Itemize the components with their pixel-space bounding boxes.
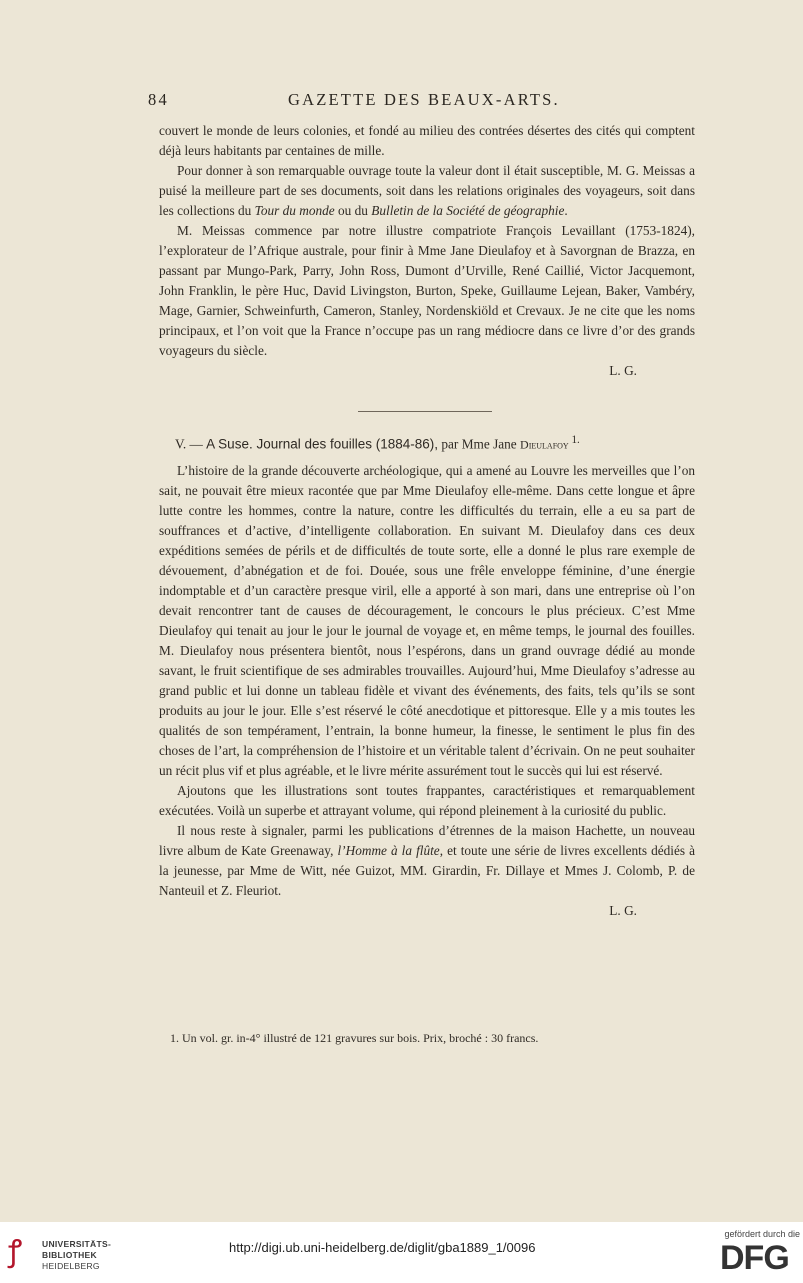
review-2-signature: L. G. (609, 903, 637, 918)
library-emblem-icon: ꝭ (8, 1234, 23, 1269)
permalink-url[interactable]: http://digi.ub.uni-heidelberg.de/diglit/gba1889_1/0096 (229, 1240, 536, 1255)
review-1-signature: L. G. (609, 363, 637, 378)
section-divider (358, 411, 492, 412)
review-2-paragraph-3: Il nous reste à signaler, parmi les publications d’étrennes de la maison Hachette, un nouveau livre album de Kate Greenaway, l’Homme à la flûte, et toute une série de livres excellents dédiés à la jeunesse, par Mme de Witt, née Guizot, MM. Girardin, Fr. Dillaye et Mmes J. Colomb, P. de Nanteuil et Z. Fleuriot. (159, 823, 696, 898)
cited-title-tour-du-monde: Tour du monde (254, 203, 335, 218)
journal-title: GAZETTE DES BEAUX-ARTS. (288, 90, 560, 109)
review-1-paragraph-2: Pour donner à son remarquable ouvrage toute la valeur dont il était susceptible, M. G. Meissas a puisé la meilleure part de ses documents, soit dans les relations originales des voyageurs, soit dans les collections du Tour du monde ou du Bulletin de la Société de géographie. (159, 163, 695, 218)
review-2-paragraph-2: Ajoutons que les illustrations sont toutes frappantes, caractéristiques et remarquablement exécutées. Voilà un superbe et attrayant volume, qui répond pleinement à la curiosité du public. (159, 783, 695, 818)
review-1-body (159, 121, 695, 381)
review-2-heading: V. — A Suse. Journal des fouilles (1884-86), par Mme Jane Dieulafoy $^{1.}$ (175, 434, 580, 452)
cited-title-bulletin: Bulletin de la Société de géographie (371, 203, 565, 218)
review-1-paragraph-1: couvert le monde de leurs colonies, et fondé au milieu des contrées désertes des cités qui comptent déjà leurs habitants par centaines de mille. (159, 123, 695, 158)
dfg-logo (714, 1229, 800, 1281)
footnote: 1. Un vol. gr. in-4° illustré de 121 gravures sur bois. Prix, broché : 30 francs. (170, 1031, 539, 1045)
cited-title-homme-a-la-flute: l’Homme à la flûte (337, 843, 440, 858)
book-author: Dieulafoy (520, 437, 569, 452)
review-2-paragraph-1: L’histoire de la grande découverte archéologique, qui a amené au Louvre les merveilles que l’on sait, ne pouvait être mieux racontée que par Mme Dieulafoy elle-même. Dans cette longue et âpre lutte contre les hommes, contre la nature, contre les difficultés du terrain, elle a eu sa part de souffrances et d’active, d’intelligente collaboration. En suivant M. Dieulafoy dans ces deux expéditions semées de périls et de difficultés de toute sorte, elle a donné le plus rare exemple de dévouement, d’abnégation et de foi. Douée, sous une frêle enveloppe féminine, d’une énergie indomptable et d’un caractère presque viril, elle a apporté à son mari, dans une entreprise où l’on devait rencontrer tant de causes de découragement, le concours le plus précieux. C’est Mme Dieulafoy qui tenait au jour le jour le journal de voyage et, en même temps, le journal des fouilles. M. Dieulafoy nous présentera bientôt, nous l’espérons, dans un grand ouvrage dédié au monde savant, le fruit scientifique de ses admirables trouvailles. Aujourd’hui, Mme Dieulafoy s’adresse au grand public et lui donne un tableau fidèle et vivant des événements, des faits, tels qu’ils se sont produits au jour le jour. Elle s’est réservé le côté anecdotique et pittoresque. Elle y a mis toutes les qualités de son tempérament, l’entrain, la bonne humeur, la finesse, le sentiment le plus fin des choses de l’art, la compréhension de l’histoire et un véritable talent d’écrivain. On ne peut souhaiter un récit plus vif et plus agréable, et le livre mérite assurément tout le succès qui lui est réservé. (159, 463, 695, 778)
review-1-paragraph-3: M. Meissas commence par notre illustre compatriote François Levaillant (1753-1824), l’explorateur de l’Afrique australe, pour finir à Mme Jane Dieulafoy et à Savorgnan de Brazza, en passant par Mungo-Park, Parry, John Ross, Dumont d’Urville, René Caillié, Victor Jacquemont, John Franklin, le père Huc, David Livingston, Burton, Speke, Guillaume Lejean, Baker, Vambéry, Mage, Garnier, Schweinfurth, Cameron, Stanley, Nordenskiöld et Crevaux. Je ne cite que les noms principaux, et l’on voit que la France n’occupe pas un rang médiocre dans ce livre d’or des grands voyageurs du siècle. (159, 223, 695, 358)
page-number: 84 (148, 90, 169, 109)
book-title: A Suse. Journal des fouilles (1884-86), (206, 436, 439, 452)
funded-by-label: gefördert durch die (724, 1229, 800, 1239)
dfg-wordmark: DFG (720, 1239, 789, 1277)
footnote-ref: 1. (568, 434, 580, 446)
review-2-body (159, 461, 695, 921)
library-logo: ꝭ UNIVERSITÄTS- BIBLIOTHEK HEIDELBERG (8, 1234, 112, 1271)
